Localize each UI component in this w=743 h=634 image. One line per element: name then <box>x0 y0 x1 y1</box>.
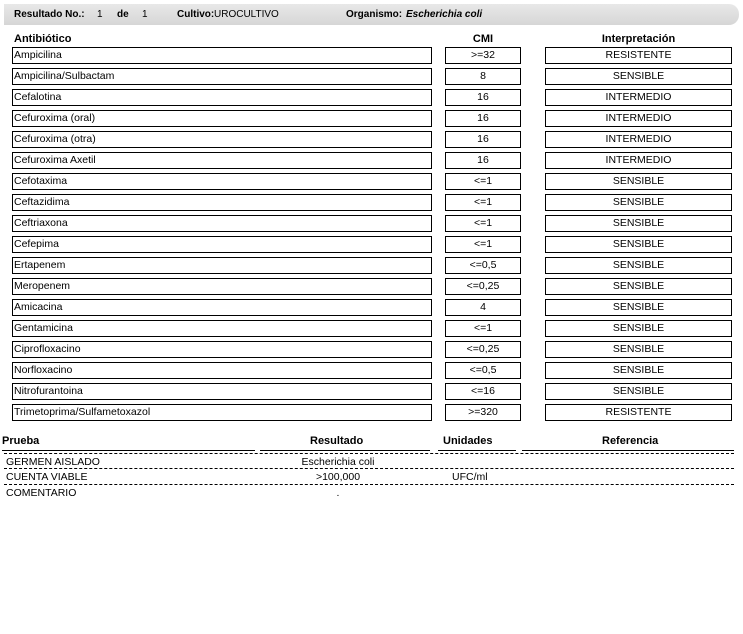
cmi-value: <=1 <box>445 194 521 211</box>
cmi-value: <=16 <box>445 383 521 400</box>
resultado-label: Resultado No.: <box>14 9 85 20</box>
resultado-underline <box>260 450 430 451</box>
interpretation-value: SENSIBLE <box>545 278 732 295</box>
table-row <box>0 68 743 85</box>
col-resultado: Resultado <box>310 435 364 447</box>
cultivo-label: Cultivo: <box>177 9 215 20</box>
cmi-value: <=1 <box>445 173 521 190</box>
table-row <box>0 257 743 274</box>
interpretation-value: SENSIBLE <box>545 257 732 274</box>
col-antibiotico: Antibiótico <box>14 33 72 45</box>
organismo-label: Organismo: <box>346 9 403 20</box>
antibiotic-name: Trimetoprima/Sulfametoxazol <box>12 404 432 421</box>
table-row <box>0 299 743 316</box>
unidades-underline <box>438 450 516 451</box>
antibiotic-name: Ampicilina <box>12 47 432 64</box>
cmi-value: 16 <box>445 89 521 106</box>
interpretation-value: RESISTENTE <box>545 47 732 64</box>
interpretation-value: SENSIBLE <box>545 173 732 190</box>
antibiotic-name: Meropenem <box>12 278 432 295</box>
cmi-value: <=0,5 <box>445 362 521 379</box>
antibiotic-name: Cefuroxima (oral) <box>12 110 432 127</box>
cmi-value: <=0,25 <box>445 341 521 358</box>
antibiotic-name: Ceftazidima <box>12 194 432 211</box>
resultado-total: 1 <box>142 9 148 20</box>
antibiotic-name: Cefuroxima Axetil <box>12 152 432 169</box>
prueba-resultado: >100,000 <box>315 471 361 483</box>
interpretation-value: SENSIBLE <box>545 194 732 211</box>
cmi-value: >=32 <box>445 47 521 64</box>
interpretation-value: SENSIBLE <box>545 383 732 400</box>
cmi-value: 16 <box>445 110 521 127</box>
col-interpretacion: Interpretación <box>601 33 676 45</box>
interpretation-value: INTERMEDIO <box>545 131 732 148</box>
cmi-value: <=1 <box>445 320 521 337</box>
prueba-resultado: . <box>336 487 340 499</box>
prueba-unidades: UFC/ml <box>452 471 488 483</box>
antibiotic-name: Ceftriaxona <box>12 215 432 232</box>
interpretation-value: SENSIBLE <box>545 68 732 85</box>
table-row <box>0 89 743 106</box>
interpretation-value: RESISTENTE <box>545 404 732 421</box>
interpretation-value: SENSIBLE <box>545 320 732 337</box>
prueba-name: COMENTARIO <box>6 487 77 499</box>
antibiotic-name: Nitrofurantoina <box>12 383 432 400</box>
prueba-resultado: Escherichia coli <box>301 456 375 468</box>
interpretation-value: INTERMEDIO <box>545 110 732 127</box>
col-referencia: Referencia <box>602 435 659 447</box>
table-row <box>0 320 743 337</box>
table-row <box>0 236 743 253</box>
row-divider <box>4 453 734 454</box>
antibiotic-name: Cefuroxima (otra) <box>12 131 432 148</box>
antibiotic-name: Ampicilina/Sulbactam <box>12 68 432 85</box>
col-prueba: Prueba <box>2 435 40 447</box>
interpretation-value: SENSIBLE <box>545 236 732 253</box>
cmi-value: 8 <box>445 68 521 85</box>
cmi-value: 16 <box>445 131 521 148</box>
prueba-underline <box>2 450 255 451</box>
cmi-value: >=320 <box>445 404 521 421</box>
cmi-value: <=1 <box>445 215 521 232</box>
prueba-name: GERMEN AISLADO <box>6 456 100 468</box>
prueba-name: CUENTA VIABLE <box>6 471 88 483</box>
antibiotic-name: Norfloxacino <box>12 362 432 379</box>
interpretation-value: SENSIBLE <box>545 215 732 232</box>
table-row <box>0 173 743 190</box>
antibiotic-name: Amicacina <box>12 299 432 316</box>
antibiotic-name: Ertapenem <box>12 257 432 274</box>
col-unidades: Unidades <box>443 435 493 447</box>
result-header-bar <box>4 4 739 25</box>
table-row <box>0 362 743 379</box>
interpretation-value: INTERMEDIO <box>545 152 732 169</box>
organismo-value: Escherichia coli <box>406 9 483 20</box>
interpretation-value: SENSIBLE <box>545 362 732 379</box>
antibiotic-name: Cefalotina <box>12 89 432 106</box>
table-row <box>0 131 743 148</box>
cmi-value: 16 <box>445 152 521 169</box>
antibiotic-name: Ciprofloxacino <box>12 341 432 358</box>
table-row <box>0 383 743 400</box>
table-row <box>0 341 743 358</box>
cmi-value: <=1 <box>445 236 521 253</box>
cmi-value: <=0,25 <box>445 278 521 295</box>
referencia-underline <box>522 450 734 451</box>
row-divider <box>4 484 734 485</box>
table-row <box>0 110 743 127</box>
row-divider <box>4 468 734 469</box>
cmi-value: 4 <box>445 299 521 316</box>
table-row <box>0 215 743 232</box>
antibiotic-name: Cefotaxima <box>12 173 432 190</box>
interpretation-value: SENSIBLE <box>545 299 732 316</box>
de-label: de <box>117 9 129 20</box>
col-cmi: CMI <box>472 33 494 45</box>
cultivo-value: UROCULTIVO <box>214 9 279 20</box>
interpretation-value: INTERMEDIO <box>545 89 732 106</box>
table-row <box>0 152 743 169</box>
table-row <box>0 404 743 421</box>
table-row <box>0 47 743 64</box>
table-row <box>0 194 743 211</box>
resultado-number: 1 <box>97 9 103 20</box>
antibiotic-name: Cefepima <box>12 236 432 253</box>
antibiotic-name: Gentamicina <box>12 320 432 337</box>
table-row <box>0 278 743 295</box>
cmi-value: <=0,5 <box>445 257 521 274</box>
interpretation-value: SENSIBLE <box>545 341 732 358</box>
